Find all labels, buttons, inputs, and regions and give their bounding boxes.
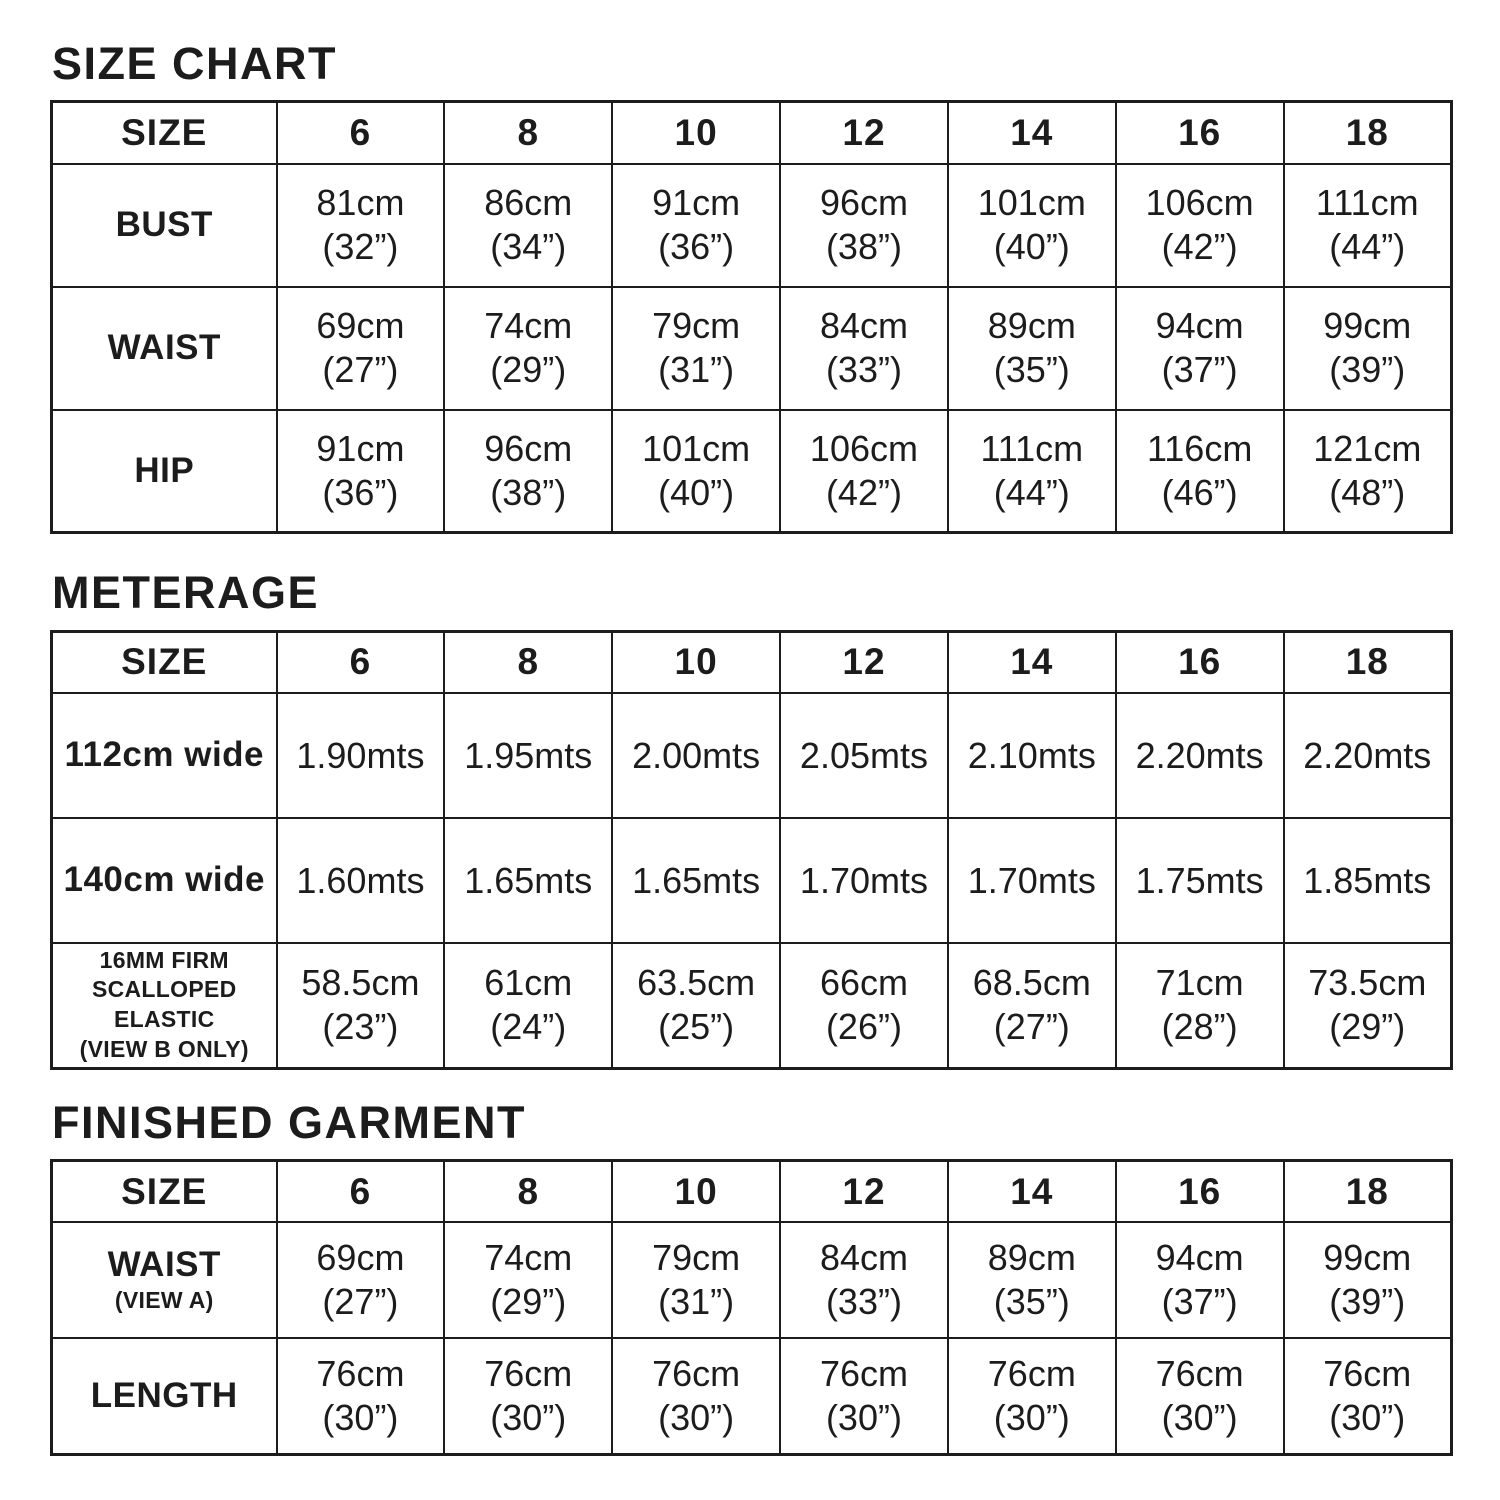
- measurement-cell: [1116, 693, 1284, 818]
- measurement-line: (30”): [993, 1397, 1070, 1439]
- measurement-cell: [612, 1338, 780, 1454]
- measurement-cell: [444, 164, 612, 287]
- measurement-line: 101cm: [642, 428, 751, 470]
- measurement-cell: [1284, 818, 1452, 943]
- measurement-line: (27”): [322, 1281, 399, 1323]
- measurement-line: (40”): [658, 472, 735, 514]
- measurement-line: (39”): [1329, 1281, 1406, 1323]
- row-label: 140cm wide: [63, 860, 265, 900]
- measurement-cell: [1284, 287, 1452, 410]
- size-header-cell: 14: [948, 631, 1116, 693]
- measurement-line: (24”): [490, 1006, 567, 1048]
- measurement-cell: [444, 693, 612, 818]
- measurement-line: 99cm: [1323, 305, 1412, 347]
- measurement-line: 1.85mts: [1303, 859, 1432, 901]
- measurement-line: 1.70mts: [967, 859, 1096, 901]
- size-header-cell: 6: [277, 631, 445, 693]
- size-header-cell: 6: [277, 102, 445, 164]
- measurement-line: (23”): [322, 1006, 399, 1048]
- measurement-cell: [780, 818, 948, 943]
- measurement-line: 81cm: [316, 182, 405, 224]
- measurement-cell: [1284, 410, 1452, 533]
- row-label: BUST: [115, 205, 213, 245]
- measurement-line: 94cm: [1155, 305, 1244, 347]
- measurement-cell: [444, 943, 612, 1068]
- measurement-cell: [948, 410, 1116, 533]
- measurement-cell: [444, 287, 612, 410]
- measurement-line: 76cm: [819, 1353, 908, 1395]
- size-header-cell: 16: [1116, 631, 1284, 693]
- size-header-cell: 16: [1116, 102, 1284, 164]
- measurement-line: (39”): [1329, 349, 1406, 391]
- measurement-line: 76cm: [987, 1353, 1076, 1395]
- table-header-row: [52, 1160, 1452, 1222]
- measurement-line: (34”): [490, 226, 567, 268]
- measurement-line: (37”): [1161, 1281, 1238, 1323]
- row-label-note: (VIEW A): [114, 1286, 214, 1313]
- measurement-line: (29”): [1329, 1006, 1406, 1048]
- measurement-line: 2.20mts: [1135, 734, 1264, 776]
- measurement-line: 1.60mts: [296, 859, 425, 901]
- measurement-line: 69cm: [316, 1237, 405, 1279]
- measurement-cell: [1116, 410, 1284, 533]
- row-label-cell: [52, 164, 277, 287]
- measurement-cell: [277, 818, 445, 943]
- row-label-note: 16MM FIRM: [99, 946, 229, 973]
- table-row: [52, 1338, 1452, 1454]
- finished-garment-section: [50, 1097, 1453, 1456]
- measurement-line: (46”): [1161, 472, 1238, 514]
- size-corner-label: SIZE: [52, 631, 277, 693]
- measurement-line: 74cm: [484, 305, 573, 347]
- measurement-line: (33”): [825, 1281, 902, 1323]
- measurement-line: (26”): [825, 1006, 902, 1048]
- finished-garment-table: [50, 1159, 1453, 1456]
- measurement-line: (33”): [825, 349, 902, 391]
- measurement-line: 116cm: [1146, 428, 1253, 470]
- measurement-cell: [1284, 943, 1452, 1068]
- measurement-line: (29”): [490, 349, 567, 391]
- measurement-line: (38”): [825, 226, 902, 268]
- row-label-cell: [52, 693, 277, 818]
- size-chart-section: [50, 38, 1453, 534]
- meterage-title: METERAGE: [52, 567, 320, 619]
- measurement-cell: [277, 1338, 445, 1454]
- measurement-cell: [277, 164, 445, 287]
- measurement-line: 74cm: [484, 1237, 573, 1279]
- size-chart-table: [50, 100, 1453, 534]
- measurement-line: (42”): [1161, 226, 1238, 268]
- measurement-line: 61cm: [484, 962, 573, 1004]
- measurement-cell: [948, 818, 1116, 943]
- measurement-line: 71cm: [1155, 962, 1244, 1004]
- measurement-line: (31”): [658, 349, 735, 391]
- measurement-cell: [1116, 943, 1284, 1068]
- size-header-cell: 8: [444, 1160, 612, 1222]
- measurement-line: 91cm: [316, 428, 405, 470]
- measurement-cell: [948, 164, 1116, 287]
- measurement-cell: [780, 410, 948, 533]
- measurement-line: (28”): [1161, 1006, 1238, 1048]
- measurement-cell: [1116, 164, 1284, 287]
- measurement-line: (31”): [658, 1281, 735, 1323]
- measurement-line: (32”): [322, 226, 399, 268]
- measurement-line: 2.20mts: [1303, 734, 1432, 776]
- measurement-line: 121cm: [1313, 428, 1422, 470]
- measurement-line: (37”): [1161, 349, 1238, 391]
- measurement-line: (30”): [490, 1397, 567, 1439]
- measurement-cell: [612, 410, 780, 533]
- measurement-line: (36”): [322, 472, 399, 514]
- measurement-line: 89cm: [987, 1237, 1076, 1279]
- measurement-cell: [444, 818, 612, 943]
- measurement-line: (30”): [1329, 1397, 1406, 1439]
- measurement-line: 1.65mts: [632, 859, 761, 901]
- size-header-cell: 18: [1284, 631, 1452, 693]
- meterage-section: [50, 567, 1453, 1069]
- measurement-line: 2.10mts: [967, 734, 1096, 776]
- measurement-line: 68.5cm: [972, 962, 1091, 1004]
- measurement-line: (36”): [658, 226, 735, 268]
- measurement-cell: [1116, 287, 1284, 410]
- size-chart-title: SIZE CHART: [52, 38, 337, 89]
- finished-garment-title: FINISHED GARMENT: [52, 1096, 526, 1148]
- size-header-cell: 16: [1116, 1160, 1284, 1222]
- table-header-row: [52, 102, 1452, 164]
- measurement-cell: [277, 1222, 445, 1338]
- measurement-cell: [780, 1222, 948, 1338]
- table-row: [52, 943, 1452, 1068]
- measurement-line: (27”): [993, 1006, 1070, 1048]
- measurement-line: (48”): [1329, 472, 1406, 514]
- row-label: 112cm wide: [64, 735, 265, 775]
- size-header-cell: 10: [612, 1160, 780, 1222]
- measurement-line: (35”): [993, 349, 1070, 391]
- measurement-cell: [948, 943, 1116, 1068]
- size-header-cell: 14: [948, 102, 1116, 164]
- size-corner-label: SIZE: [52, 1160, 277, 1222]
- measurement-line: 89cm: [987, 305, 1076, 347]
- measurement-line: (30”): [322, 1397, 399, 1439]
- meterage-table: [50, 630, 1453, 1070]
- measurement-cell: [780, 693, 948, 818]
- table-row: [52, 287, 1452, 410]
- row-label: WAIST: [107, 1245, 221, 1285]
- measurement-cell: [1116, 818, 1284, 943]
- measurement-line: 106cm: [809, 428, 918, 470]
- measurement-cell: [1116, 1338, 1284, 1454]
- measurement-cell: [612, 693, 780, 818]
- measurement-cell: [444, 1222, 612, 1338]
- measurement-line: (42”): [825, 472, 902, 514]
- row-label: WAIST: [107, 328, 221, 368]
- measurement-line: 96cm: [819, 182, 908, 224]
- size-header-cell: 18: [1284, 102, 1452, 164]
- measurement-line: 1.75mts: [1135, 859, 1264, 901]
- size-header-cell: 12: [780, 102, 948, 164]
- measurement-line: 63.5cm: [637, 962, 756, 1004]
- size-header-cell: 18: [1284, 1160, 1452, 1222]
- measurement-cell: [780, 943, 948, 1068]
- measurement-cell: [948, 287, 1116, 410]
- measurement-line: 79cm: [652, 1237, 741, 1279]
- size-header-cell: 12: [780, 1160, 948, 1222]
- measurement-line: 111cm: [1315, 182, 1419, 224]
- measurement-line: 91cm: [652, 182, 741, 224]
- measurement-line: 1.95mts: [464, 734, 593, 776]
- measurement-line: (40”): [993, 226, 1070, 268]
- measurement-line: 66cm: [819, 962, 908, 1004]
- measurement-line: 73.5cm: [1308, 962, 1427, 1004]
- measurement-line: 76cm: [1155, 1353, 1244, 1395]
- size-header-cell: 12: [780, 631, 948, 693]
- measurement-line: 86cm: [484, 182, 573, 224]
- measurement-line: 76cm: [484, 1353, 573, 1395]
- measurement-line: 76cm: [652, 1353, 741, 1395]
- measurement-cell: [612, 287, 780, 410]
- measurement-cell: [612, 818, 780, 943]
- measurement-cell: [780, 164, 948, 287]
- size-header-cell: 6: [277, 1160, 445, 1222]
- measurement-line: (29”): [490, 1281, 567, 1323]
- table-row: [52, 1222, 1452, 1338]
- measurement-line: 1.65mts: [464, 859, 593, 901]
- row-label-note: (VIEW B ONLY): [79, 1036, 249, 1063]
- measurement-line: 2.00mts: [632, 734, 761, 776]
- measurement-line: (38”): [490, 472, 567, 514]
- table-header-row: [52, 631, 1452, 693]
- measurement-cell: [948, 1338, 1116, 1454]
- measurement-line: 1.70mts: [799, 859, 928, 901]
- measurement-line: 76cm: [1323, 1353, 1412, 1395]
- measurement-cell: [444, 410, 612, 533]
- measurement-cell: [1284, 1222, 1452, 1338]
- table-row: [52, 818, 1452, 943]
- size-header-cell: 8: [444, 102, 612, 164]
- table-row: [52, 164, 1452, 287]
- measurement-line: (44”): [1329, 226, 1406, 268]
- measurement-cell: [1284, 1338, 1452, 1454]
- measurement-line: 58.5cm: [301, 962, 420, 1004]
- measurement-line: 106cm: [1145, 182, 1254, 224]
- row-label: HIP: [134, 450, 195, 490]
- measurement-line: 84cm: [819, 305, 908, 347]
- measurement-cell: [1284, 693, 1452, 818]
- row-label-cell: [52, 818, 277, 943]
- measurement-line: 2.05mts: [799, 734, 928, 776]
- measurement-line: (30”): [658, 1397, 735, 1439]
- measurement-cell: [277, 287, 445, 410]
- measurement-cell: [1116, 1222, 1284, 1338]
- measurement-line: 69cm: [316, 305, 405, 347]
- measurement-cell: [444, 1338, 612, 1454]
- table-row: [52, 693, 1452, 818]
- measurement-cell: [612, 164, 780, 287]
- measurement-line: (27”): [322, 349, 399, 391]
- measurement-line: 1.90mts: [296, 734, 425, 776]
- measurement-cell: [780, 1338, 948, 1454]
- measurement-line: 101cm: [977, 182, 1086, 224]
- row-label: LENGTH: [90, 1376, 238, 1416]
- measurement-line: 84cm: [819, 1237, 908, 1279]
- row-label-cell: [52, 287, 277, 410]
- row-label-cell: [52, 943, 277, 1068]
- measurement-line: (25”): [658, 1006, 735, 1048]
- measurement-line: (30”): [1161, 1397, 1238, 1439]
- row-label-note: SCALLOPED ELASTIC: [91, 976, 237, 1033]
- row-label-cell: [52, 1338, 277, 1454]
- row-label-cell: [52, 410, 277, 533]
- measurement-cell: [780, 287, 948, 410]
- measurement-cell: [612, 943, 780, 1068]
- table-row: [52, 410, 1452, 533]
- measurement-line: (30”): [825, 1397, 902, 1439]
- measurement-line: (35”): [993, 1281, 1070, 1323]
- measurement-line: 76cm: [316, 1353, 405, 1395]
- measurement-line: 79cm: [652, 305, 741, 347]
- measurement-line: 99cm: [1323, 1237, 1412, 1279]
- size-header-cell: 10: [612, 631, 780, 693]
- measurement-cell: [277, 943, 445, 1068]
- measurement-cell: [277, 693, 445, 818]
- measurement-cell: [612, 1222, 780, 1338]
- measurement-cell: [948, 693, 1116, 818]
- measurement-cell: [277, 410, 445, 533]
- measurement-line: 96cm: [484, 428, 573, 470]
- size-corner-label: SIZE: [52, 102, 277, 164]
- size-header-cell: 8: [444, 631, 612, 693]
- measurement-line: (44”): [993, 472, 1070, 514]
- measurement-line: 111cm: [980, 428, 1084, 470]
- row-label-cell: [52, 1222, 277, 1338]
- measurement-cell: [948, 1222, 1116, 1338]
- size-header-cell: 10: [612, 102, 780, 164]
- measurement-cell: [1284, 164, 1452, 287]
- size-header-cell: 14: [948, 1160, 1116, 1222]
- measurement-line: 94cm: [1155, 1237, 1244, 1279]
